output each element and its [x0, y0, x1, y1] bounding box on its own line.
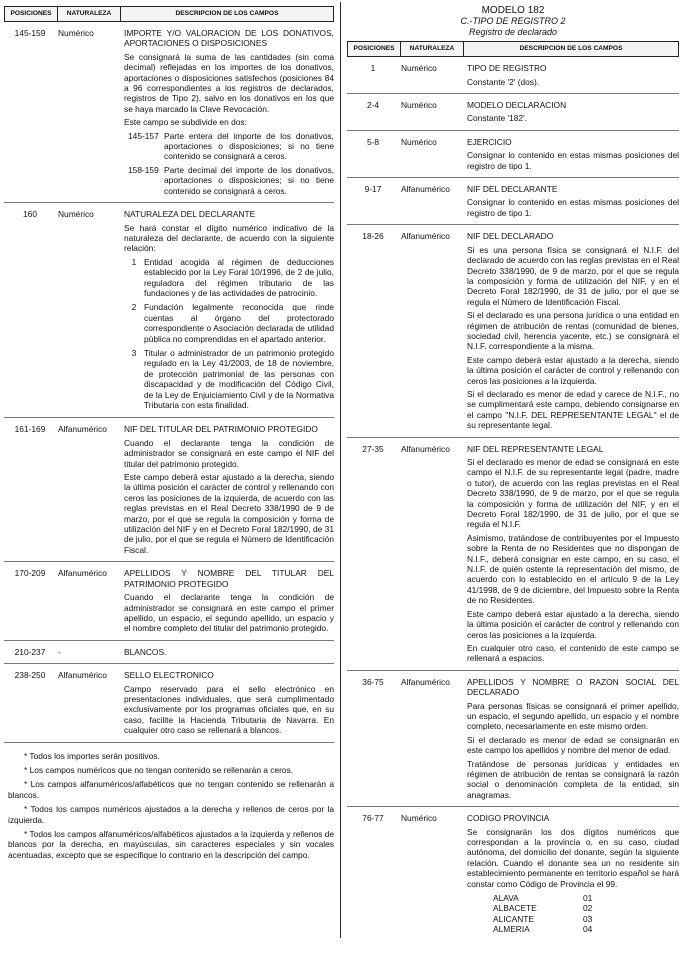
row-nature: Alfanumérico — [401, 231, 450, 242]
row-description — [463, 444, 679, 667]
list-item — [124, 257, 334, 299]
table-row — [4, 568, 334, 640]
field-title: NIF DEL DECLARADO — [467, 231, 554, 242]
row-description — [120, 209, 334, 414]
sub-field-position: 158-159 — [128, 164, 159, 175]
table-row — [4, 209, 334, 418]
sub-field-text: Parte decimal del importe de los donativos, aportaciones o disposiciones; si no tiene contenido se consignará a ceros. — [164, 164, 334, 196]
row-nature: Alfanumérico — [58, 568, 107, 579]
field-text: Campo reservado para el sello electrónico en presentaciones individuales, que será cumplimentado exclusivamente por los programas oficiales que, en su caso, facilite la Hacienda Tributaria de Navarra. En cualquier otro caso se rellenará a blancos. — [124, 683, 334, 736]
row-position: 9-17 — [364, 184, 382, 195]
field-title: NATURALEZA DEL DECLARANTE — [124, 209, 256, 220]
row-position: 210-237 — [14, 646, 46, 657]
table-row — [347, 677, 679, 807]
table-row — [347, 137, 679, 178]
table-row — [4, 670, 334, 742]
field-title: NIF DEL TITULAR DEL PATRIMONIO PROTEGIDO — [124, 424, 318, 435]
field-title: APELLIDOS Y NOMBRE DEL TITULAR DEL PATRIMONIO PROTEGIDO — [124, 568, 334, 589]
field-title: IMPORTE Y/O VALORACION DE LOS DONATIVOS, APORTACIONES O DISPOSICIONES — [124, 28, 334, 49]
sub-field — [124, 131, 334, 162]
row-position: 145-159 — [14, 28, 46, 38]
list-item — [124, 348, 334, 410]
field-text: Cuando el declarante tenga la condición de administrador se consignará en este campo el NIF del titular del patrimonio protegido. — [124, 437, 334, 469]
sub-field — [124, 165, 334, 196]
province-code: 01 — [583, 893, 593, 904]
row-nature: Alfanumérico — [401, 184, 450, 195]
field-text: Si el declarado es menor de edad se consignará en este campo el N.I.F. de su representante legal (padre, madre o tutor), de acuerdo con las reglas previstas en el Real Decreto 338/1990, de 9 de marzo, por el que se regula la composición y forma de utilización del NIF, y en el Decreto Foral 182/1990, de 31 de julio, por el que se regula el N.I.F. — [467, 457, 679, 530]
field-title: NIF DEL REPRESENTANTE LEGAL — [467, 443, 604, 454]
field-text: Constante '182'. — [467, 113, 528, 124]
field-title: BLANCOS. — [124, 646, 167, 657]
table-row — [347, 100, 679, 131]
table-row — [347, 813, 679, 937]
row-description — [463, 184, 679, 221]
row-description — [120, 568, 334, 636]
field-text: Consignar lo contenido en estas mismas posiciones del registro de tipo 1. — [467, 197, 679, 218]
table-row — [4, 647, 334, 664]
row-nature: Numérico — [58, 28, 94, 38]
row-description — [463, 231, 679, 433]
table-row — [347, 63, 679, 94]
note: * Todos los campos numéricos ajustados a la derecha y rellenos de ceros por la izquierda. — [8, 804, 334, 825]
row-nature: Numérico — [401, 813, 437, 824]
province-list — [493, 893, 679, 935]
row-nature: Alfanumérico — [401, 443, 450, 454]
field-text: Si el declarado es menor de edad se consignarán en este campo los apellidos y nombre del menor de edad. — [467, 734, 679, 756]
field-text: Este campo deberá estar ajustado a la derecha, siendo la última posición el carácter de control y rellenando con ceros las posiciones a la izquierda. — [467, 608, 679, 640]
field-text: Consignar lo contenido en estas mismas posiciones del registro de tipo 1. — [467, 150, 679, 171]
table-header — [347, 41, 679, 57]
header-description: DESCRIPCION DE LOS CAMPOS — [175, 9, 279, 17]
header-positions: POSICIONES — [348, 42, 401, 56]
field-text: Se consignarán los dos dígitos numéricos que correspondan a la provincia o, en su caso, ciudad autónoma, del domicilio del donante, según la siguiente relación. Cuando el donante sea un no residente sin establecimiento permanente en territorio español se hará constar como Código de Provincia el 99. — [467, 826, 679, 889]
field-text: Si el declarado es una persona jurídica o una entidad en régimen de atribución de rentas (comunidad de bienes, sociedad civil, herencia yacente, etc.) se consignará el N.I.F. correspondiente a la misma. — [467, 310, 679, 352]
field-title: APELLIDOS Y NOMBRE O RAZON SOCIAL DEL DECLARADO — [467, 676, 679, 698]
province-name: ALICANTE — [493, 913, 534, 924]
field-text: En cualquier otro caso, el contenido de este campo se rellenará a espacios. — [467, 642, 679, 664]
row-nature: Alfanumérico — [401, 676, 450, 687]
row-position: 170-209 — [14, 568, 46, 579]
list-item-number: 2 — [131, 302, 137, 313]
row-description — [463, 137, 679, 174]
row-description — [463, 100, 679, 127]
row-nature: Numérico — [401, 63, 437, 74]
table-row — [4, 424, 334, 562]
row-position: 161-169 — [14, 424, 46, 435]
table-row — [347, 184, 679, 225]
province-code: 03 — [583, 913, 593, 924]
row-nature: - — [58, 646, 61, 657]
field-title: TIPO DE REGISTRO — [467, 63, 547, 74]
note: * Los campos numéricos que no tengan contenido se rellenarán a ceros. — [24, 764, 294, 775]
header-positions: POSICIONES — [5, 7, 58, 21]
field-text: Se consignará la suma de las cantidades (sin coma decimal) reflejadas en los importes de los donativos, aportaciones o disposiciones satisfechos (posiciones 84 a 96 correspondientes a los registros de declarados, registros de Tipo 2), salvo en los donativos en los que se haya marcado la Clave Revocación. — [124, 51, 334, 114]
row-position: 238-250 — [14, 670, 46, 681]
header-nature: NATURALEZA — [58, 7, 121, 21]
row-description — [120, 670, 334, 738]
table-row — [4, 28, 334, 203]
header-nature: NATURALEZA — [401, 42, 464, 56]
row-description — [120, 28, 334, 199]
field-text: Este campo deberá estar ajustado a la derecha, siendo la última posición el carácter de control y rellenando con ceros las posiciones a la izquierda. — [467, 354, 679, 386]
row-position: 27-35 — [362, 443, 384, 454]
sub-field-position: 145-157 — [128, 130, 159, 141]
list-item-text: Titular o administrador de un patrimonio protegido regulado en la Ley 41/2003, de 18 de noviembre, de protección patrimonial de las personas con discapacidad y de modificación del Código Civil, de la Ley de Enjuiciamiento Civil y de la Normativa Tributaria con esta finalidad. — [144, 347, 334, 410]
row-position: 36-75 — [362, 676, 384, 687]
note: * Todos los importes serán positivos. — [24, 750, 160, 761]
note: * Todos los campos alfanuméricos/alfabéticos ajustados a la izquierda y rellenos de blancos por la derecha, en mayúsculas, sin caracteres especiales y sin vocales acentuadas, excepto que se especifique lo contrario en la descripción del campo. — [8, 829, 334, 860]
field-text: Este campo deberá estar ajustado a la derecha, siendo la última posición el carácter de control y rellenando con ceros las posiciones de la izquierda, de acuerdo con las reglas previstas en el Real Decreto 338/1990 de 9 de marzo, por el que se regula la composición y forma de utilización del NIF y en el Decreto Foral 182/1990, de 31 de julio, por el que se regula el Número de Identificación Fiscal. — [124, 472, 334, 555]
column-divider — [340, 2, 341, 938]
note: * Los campos alfanuméricos/alfabéticos que no tengan contenido se rellenarán a blancos. — [8, 779, 334, 800]
province-name: ALBACETE — [493, 903, 537, 914]
section-subtitle: Registro de declarado — [468, 26, 558, 37]
right-column — [347, 6, 679, 938]
row-position: 2-4 — [366, 100, 380, 111]
field-title: MODELO DECLARACION — [467, 100, 567, 111]
field-text: Constante '2' (dos). — [467, 76, 540, 87]
field-text: Se hará constar el dígito numérico indicativo de la naturaleza del declarante, de acuerdo con la siguiente relación: — [124, 222, 334, 254]
row-nature: Alfanumérico — [58, 670, 107, 681]
province-name: ALMERIA — [493, 924, 530, 935]
model-title: MODELO 182 — [481, 5, 545, 16]
field-text: Si es una persona física se consignará el N.I.F. del declarado de acuerdo con las reglas previstas en el Real Decreto 338/1990, de 9 de marzo, por el que se regula la composición y forma de utilización del NIF, y en el Decreto Foral 182/1990, de 31 de julio, por el que se regula el Número de Identificación Fiscal. — [467, 244, 679, 307]
table-row — [347, 231, 679, 437]
field-text: Si el declarado es menor de edad y carece de N.I.F., no se cumplimentará este campo, debiendo consignarse en el campo "N.I.F. DEL REPRESENTANTE LEGAL" el de su representante legal. — [467, 388, 679, 431]
row-position: 5-8 — [366, 136, 380, 147]
field-title: CODIGO PROVINCIA — [467, 813, 550, 824]
section-title: C.-TIPO DE REGISTRO 2 — [460, 16, 566, 27]
row-position: 1 — [370, 63, 376, 74]
page-header — [347, 6, 679, 37]
header-description: DESCRIPCION DE LOS CAMPOS — [519, 45, 623, 53]
row-nature: Numérico — [401, 136, 437, 147]
province-code: 04 — [583, 924, 593, 935]
province-code: 02 — [583, 903, 593, 914]
sub-field-text: Parte entera del importe de los donativos, aportaciones o disposiciones; si no tiene contenido se consignará a ceros. — [164, 130, 334, 162]
row-description — [120, 647, 334, 660]
field-title: SELLO ELECTRONICO — [124, 670, 214, 681]
list-item-number: 1 — [131, 256, 137, 267]
field-text: Tratándose de personas jurídicas y entidades en régimen de atribución de rentas se consignará la razón social o denominación completa de la entidad, sin anagramas. — [467, 758, 679, 800]
province-name: ALAVA — [493, 893, 519, 904]
field-text: Este campo se subdivide en dos: — [124, 117, 247, 128]
row-nature: Alfanumérico — [58, 424, 107, 435]
row-description — [463, 63, 679, 90]
left-column — [4, 6, 334, 864]
field-title: NIF DEL DECLARANTE — [467, 184, 558, 195]
table-row — [347, 444, 679, 671]
row-description — [463, 677, 679, 803]
list-item-text: Entidad acogida al régimen de deducciones establecido por la Ley Foral 10/1996, de 2 de julio, reguladora del régimen tributario de las fundaciones y de las actividades de patrocinio. — [144, 256, 334, 298]
field-text: Para personas físicas se consignará el primer apellido, un espacio, el segundo apellido, un espacio y el nombre completo, necesariamente en este mismo orden. — [467, 700, 679, 732]
row-description — [463, 813, 679, 934]
field-text: Cuando el declarante tenga la condición de administrador se consignará en este campo el primer apellido, un espacio, el segundo apellido, un espacio y el nombre completo del titular del patrimonio protegido. — [124, 592, 334, 634]
row-description — [120, 424, 334, 558]
list-item — [124, 302, 334, 344]
row-nature: Numérico — [58, 209, 94, 220]
field-text: Asimismo, tratándose de contribuyentes por el Impuesto sobre la Renta de no Residentes que no dispongan de N.I.F., deberá consignar en este campo, en su caso, el N.I.F. de quién ostente la representación del mismo, de acuerdo con lo establecido en el artículo 9 de la Ley 41/1998, de 9 de diciembre, del Impuesto sobre la Renta de no Residentes. — [467, 532, 679, 606]
row-position: 76-77 — [362, 813, 384, 824]
general-notes — [4, 751, 334, 861]
row-position: 160 — [23, 209, 37, 220]
row-nature: Numérico — [401, 100, 437, 111]
list-item-text: Fundación legalmente reconocida que rinde cuentas al órgano del protectorado correspondiente o Asociación declarada de utilidad pública no comprendidas en el apartado anterior. — [144, 302, 334, 344]
field-title: EJERCICIO — [467, 136, 512, 147]
list-item-number: 3 — [131, 347, 137, 358]
table-header — [4, 6, 334, 22]
row-position: 18-26 — [362, 231, 384, 242]
